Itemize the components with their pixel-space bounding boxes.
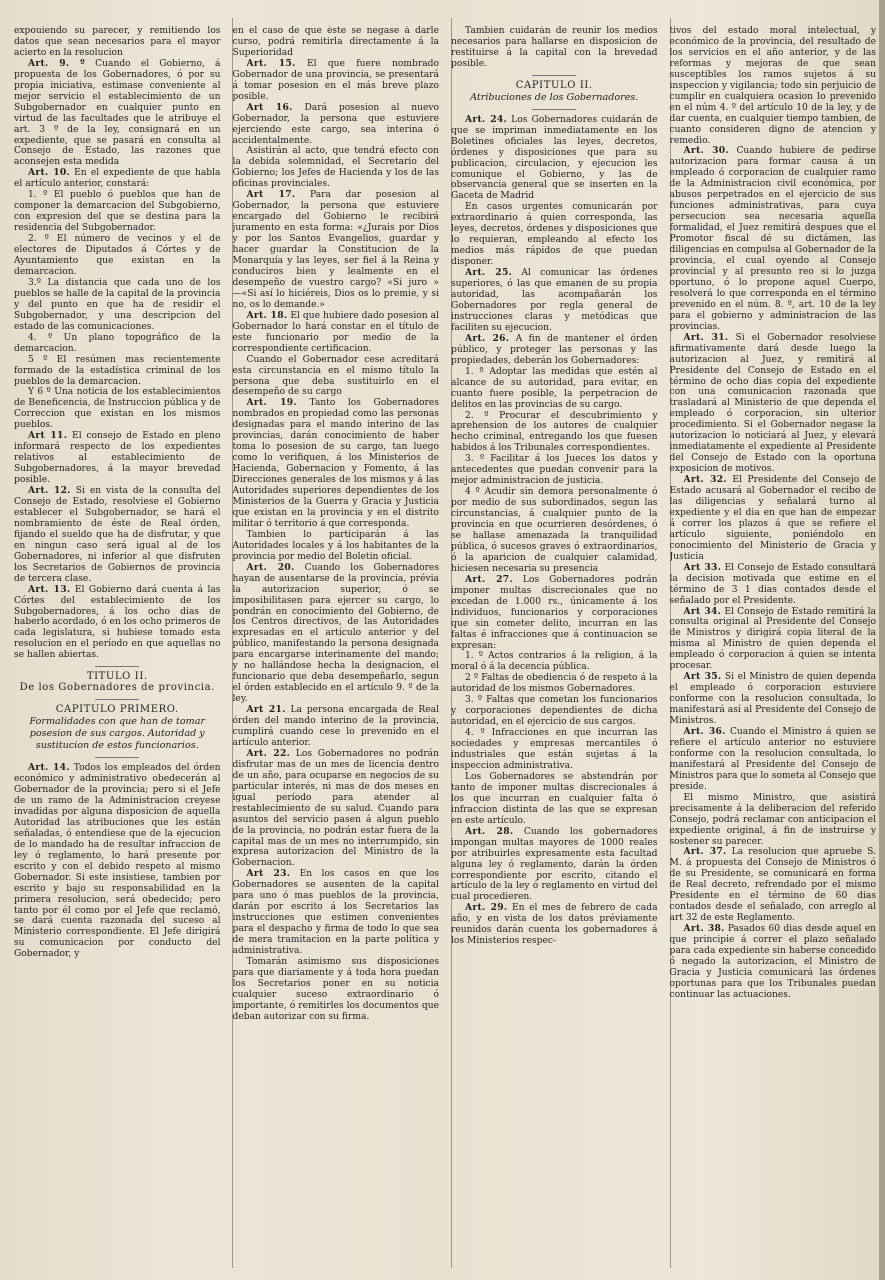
paragraph bbox=[451, 673, 658, 695]
paragraph-text: El Consejo de Estado remitirá la consulta original al Presidente del Consejo de Ministros y dirigirá copia literal de la misma al Ministro de quien dependa el empleado ó corporacion á quien se intenta procesar. bbox=[669, 606, 876, 672]
paragraph bbox=[233, 311, 440, 355]
paragraph bbox=[451, 334, 658, 367]
paragraph-text: El que hubiere dado posesion al Gobernador lo hará constar en el título de este funcionario por medio de la correspondiente certificacion. bbox=[232, 310, 439, 354]
paragraph bbox=[670, 727, 877, 793]
separator-rule bbox=[95, 757, 139, 758]
paragraph-text: La persona encargada de Real órden del mando interino de la provincia, cumplirá cuando cese lo prevenido en el artículo anterior. bbox=[232, 705, 439, 748]
column-3 bbox=[451, 26, 658, 1270]
article-number: Art 34. bbox=[683, 605, 722, 617]
paragraph-text: Y 6 º Una noticia de los establecimientos de Beneficencia, de Instruccion pública y de Correccion que existan en los mismos pueblos. bbox=[14, 387, 221, 431]
paragraph bbox=[670, 924, 877, 1001]
section-heading: CAPITULO PRIMERO. bbox=[55, 704, 179, 716]
paragraph bbox=[233, 190, 440, 310]
paragraph bbox=[451, 575, 658, 652]
article-number: Art. 38. bbox=[683, 923, 725, 935]
paragraph bbox=[233, 530, 440, 563]
separator-rule bbox=[532, 109, 576, 110]
paragraph bbox=[451, 695, 658, 728]
paragraph-text: Si el Gobernador resolviese afirmativamente dará desde luego la autorizacion al Juez, y remitirá al Presidente del Consejo de Estado en el término de ocho dias copia del expediente con una comunicacion razonada que trasladará al Ministerio de que dependa el empleado ó corporacion, sin ulterior procedimiento. Si el Gobernador negase la autorizacion lo noticiará al Juez, y elevará inmediatamente el expediente al Presidente del Consejo de Estado con la oportuna exposicion de motivos. bbox=[669, 332, 876, 475]
paragraph bbox=[451, 728, 658, 772]
paragraph-text: El Presidente del Consejo de Estado acusará al Gobernador el recibo de las diligencias y señalará turno al expediente y el dia en que han de empezar á correr los plazos á que se refiere el artículo siguiente, poniéndolo en conocimiento del Ministerio de Gracia y Justicia bbox=[669, 475, 876, 562]
paragraph-text: En el expediente de que habla el artículo anterior, constará: bbox=[14, 168, 221, 190]
paragraph-text: Asistirán al acto, que tendrá efecto con la debida solemnidad, el Secretario del Gobierno; los Jefes de Hacienda y los de las oficinas provinciales. bbox=[232, 146, 439, 190]
paragraph bbox=[233, 869, 440, 957]
section-heading: TITULO II. bbox=[86, 671, 148, 683]
article-number: Art 17. bbox=[246, 189, 296, 201]
paragraph bbox=[670, 607, 877, 673]
paragraph-text: 3. º Faltas que cometan los funcionarios y corporaciones dependientes de dicha autoridad, en el ejercicio de sus cargos. bbox=[451, 695, 658, 728]
paragraph-text: Los Gobernadores se abstendrán por tanto de imponer multas discrecionales á los que incurran en cualquier falta ó infraccion distinta de las que se expresan en este artículo. bbox=[451, 771, 658, 826]
article-number: Art 35. bbox=[683, 671, 722, 683]
paragraph bbox=[670, 146, 877, 332]
paragraph-text: Los Gobernadores podrán imponer multas discrecionales que no excedan de 1.000 rs., únicamente á los individuos, funcionarios y corporaciones que sin cometer delito, incurran en las faltas é infracciones que á continuacion se expresan: bbox=[451, 574, 658, 651]
article-number: Art. 31. bbox=[683, 331, 729, 343]
paragraph bbox=[14, 431, 221, 486]
article-number: Art 21. bbox=[246, 704, 286, 716]
paragraph bbox=[14, 26, 221, 59]
paragraph bbox=[14, 168, 221, 190]
page-edge bbox=[879, 0, 885, 1280]
article-number: Art. 9. º bbox=[28, 57, 85, 69]
paragraph-text: Tomarán asimismo sus disposiciones para que diariamente y á toda hora puedan los Secretarios poner en su noticia cualquier suceso extraordinario ó importante, ó remitirles los documentos que deban autorizar con su firma. bbox=[232, 957, 439, 1022]
paragraph-text: 2 º Faltas de obediencia ó de respeto á la autoridad de los mismos Gobernadores. bbox=[451, 673, 658, 695]
article-number: Art. 26. bbox=[465, 332, 510, 344]
paragraph-text: 1. º Actos contrarios á la religion, á la moral ó á la decencia pública. bbox=[451, 651, 658, 673]
paragraph bbox=[670, 847, 877, 924]
paragraph-text: 2. º Procurar el descubrimiento y aprehension de los autores de cualquier hecho criminal, entregando los que fuesen habidos á los Tribunales correspondientes. bbox=[451, 410, 658, 454]
article-number: Art. 28. bbox=[465, 825, 514, 837]
paragraph-text: Si en vista de la consulta del Consejo de Estado, resolviese el Gobierno establecer el Subgobernador, se hará el nombramiento de éste de Real órden, fijando el sueldo que ha de disfrutar, y que en ningun caso será igual al de los Gobernadores, ni inferior al que disfruten los Secretarios de Gobiernos de provincia de tercera clase. bbox=[14, 486, 221, 584]
paragraph-text: 1. º Adoptar las medidas que estén al alcance de su autoridad, para evitar, en cuanto fuere posible, la perpetracion de delitos en las provincias de su cargo. bbox=[451, 366, 658, 410]
paragraph bbox=[14, 486, 221, 585]
paragraph bbox=[670, 26, 877, 146]
paragraph-text: Los Gobernadores no podrán disfrutar mas de un mes de licencia dentro de un año, para ocuparse en negocios de su particular interés, ni mas de dos meses en igual período para atender al restablecimiento de su salud. Cuando para asuntos del servicio pasen á algun pueblo de la provincia, no podrán estar fuera de la capital mas de un mes no interrumpido, sin expresa autorizacion del Ministro de la Gobernacion. bbox=[232, 748, 439, 869]
article-number: Art. 24. bbox=[465, 113, 507, 125]
paragraph bbox=[670, 475, 877, 563]
paragraph-text: expouiendo su parecer, y remitiendo los datos que sean necesarios para el mayor acierto en la resolucion bbox=[14, 26, 221, 58]
paragraph bbox=[233, 26, 440, 59]
paragraph bbox=[670, 563, 877, 607]
paragraph-text: Cuando los gobernadores impongan multas mayores de 1000 reales por atribuirles expresamente esta facultad alguna ley ó reglamento, darán la órden correspondiente por escrito, citando el artículo de la ley ó reglamento en virtud del cual procedieren. bbox=[451, 826, 658, 903]
paragraph-text: Cuando el Ministro á quien se refiere el artículo anterior no estuviere conforme con la resolucion consultada, lo manifestará al Presidente del Consejo de Ministros para que lo someta al Consejo que preside. bbox=[669, 727, 876, 792]
article-number: Art. 13. bbox=[28, 583, 71, 595]
article-number: Art. 27. bbox=[465, 573, 513, 585]
article-number: Art 16. bbox=[246, 101, 293, 113]
paragraph-text: El Consejo de Estado consultará la decision motivada que estime en el término de 3 1 dias contados desde el señalado por el Presidente. bbox=[669, 562, 876, 606]
paragraph bbox=[14, 278, 221, 333]
paragraph-text: 3. º Facilitar á los Jueces los datos y antecedentes que puedan convenir para la mejor administracion de justicia. bbox=[451, 454, 658, 487]
paragraph-text: tivos del estado moral intelectual, y económico de la provincia, del resultado de los servicios en el año anterior, y de las reformas y mejoras de que sean susceptibles los ramos sujetos á su inspeccion y vigilancia; todo sin perjuicio de cumplir en cualquiera ocasion lo prevenido en el núm 4. º del artículo 10 de la ley, y de dar cuenta, en cualquier tiempo tambien, de cuanto consideren digno de atencion y remedio. bbox=[669, 26, 876, 146]
paragraph bbox=[14, 763, 221, 960]
paragraph-text: Si el Ministro de quien dependa el empleado ó corporacion estuviere conforme con la resolucion consultada, lo manifestará así al Presidente del Consejo de Ministros. bbox=[669, 672, 876, 727]
paragraph bbox=[451, 202, 658, 268]
paragraph-text: 4. º Un plano topográfico de la demarcacion. bbox=[14, 332, 221, 354]
paragraph bbox=[451, 651, 658, 673]
paragraph bbox=[233, 59, 440, 103]
paragraph bbox=[451, 772, 658, 827]
paragraph-text: en el caso de que éste se negase á darle curso, podrá remitirla directamente á la Superioridad bbox=[232, 26, 439, 58]
paragraph-text: Tambien lo participarán á las Autoridades locales y á los habitantes de la provincia por medio del Boletin oficial. bbox=[232, 529, 439, 562]
section-heading: CAPITULO II. bbox=[515, 79, 593, 91]
paragraph bbox=[451, 115, 658, 203]
section-subheading: Atribuciones de los Gobernadores. bbox=[470, 91, 639, 103]
paragraph bbox=[451, 268, 658, 334]
article-number: Art. 36. bbox=[683, 726, 726, 737]
paragraph-text: El consejo de Estado en pleno informará respecto de los expedientes relativos al establecimiento de Subgobernadores, á la mayor brevedad posible. bbox=[14, 431, 221, 486]
paragraph-text: Pasados 60 dias desde aquel en que principie á correr el plazo señalado para cada expediente sin haberse concedido ó negado la autorizacion, el Ministro de Gracia y Justicia comunicará las órdenes oportunas para que los Tribunales puedan continuar las actuaciones. bbox=[669, 924, 876, 1000]
paragraph-text: 2. º El número de vecinos y el de electores de Diputados á Córtes y de Ayuntamiento que existan en la demarcacion. bbox=[14, 234, 221, 277]
paragraph bbox=[14, 355, 221, 388]
paragraph bbox=[670, 333, 877, 475]
paragraph-text: En los casos en que los Gobernadores se ausenten de la capital para uno ó mas pueblos de la provincia, darán por escrito á los Secretarios las instrucciones que estimen convenientes para el despacho y firma de todo lo que sea de mera tramitacion en la parte política y administrativa. bbox=[232, 869, 439, 957]
paragraph bbox=[14, 59, 221, 169]
article-number: Art 33. bbox=[683, 561, 722, 573]
paragraph-text: El que fuere nombrado Gobernador de una provincia, se presentará á tomar posesion en el más breve plazo posible. bbox=[232, 58, 439, 102]
article-number: Art 23. bbox=[246, 868, 291, 880]
paragraph-text: La resolucion que apruebe S. M. á propuesta del Consejo de Ministros ó de su Presidente, se comunicará en forma de Real decreto, refrendado por el mismo Presidente en el término de 60 dias contados desde el señalado, con arreglo al art 32 de este Reglamento. bbox=[669, 847, 876, 924]
paragraph-text: 5 º El resúmen mas recientemente formado de la estadística criminal de los pueblos de la demarcacion. bbox=[14, 354, 221, 387]
paragraph bbox=[14, 585, 221, 662]
paragraph bbox=[451, 26, 658, 70]
paragraph-text: Para dar posesion al Gobernador, la persona que estuviere encargado del Gobierno le recibirá juramento en esta forma: «¿Jurais por Dios y por los Santos Evangelios, guardar y hacer guardar la Constitucion de la Monarquía y las leyes, ser fiel á la Reina y conduciros bien y lealmente en el desempeño de vuestro cargo? «Si juro » —«Si así lo hiciéreis, Dios os lo premie, y si no, os lo demande.» bbox=[232, 190, 439, 310]
paragraph-text: Cuando el Gobernador cese acreditará esta circunstancia en el mismo título la persona que deba sustituirlo en el desempeño de su cargo bbox=[232, 354, 439, 398]
article-number: Art 11. bbox=[28, 430, 68, 442]
paragraph-text: Tambien cuidarán de reunir los medios necesarios para hallarse en disposicion de restituirse á la capital con la brevedad posible. bbox=[451, 26, 658, 69]
columns bbox=[14, 26, 876, 1270]
separator-rule bbox=[95, 699, 139, 700]
column-4 bbox=[670, 26, 877, 1270]
paragraph-text: Los Gobernadores cuidarán de que se impriman inmediatamente en los Boletines oficiales las leyes, decretos, órdenes y disposiciones que para su publicacion, circulacion, y ejecucion les comunique el Gobierno, y las de observancia general que se inserten en la Gaceta de Madrid bbox=[451, 114, 658, 202]
paragraph bbox=[451, 903, 658, 947]
article-number: Art. 32. bbox=[683, 474, 727, 486]
article-number: Art. 29. bbox=[465, 902, 508, 914]
article-number: Art. 37. bbox=[683, 846, 727, 858]
paragraph bbox=[233, 355, 440, 399]
paragraph-text: Cuando los Gobernadores hayan de ausentarse de la provincia, prévia la autorizacion superior, ó se imposibilitasen para ejercer su cargo, lo pondrán en conocimiento del Gobierno, de los Centros directivos, de las Autoridades expresadas en el artículo anterior y del público, manifestando la persona designada para encargarse interinamente del mando; y no hallándose hecha la designacion, el funcionario que deba desempeñarlo, segun el órden establecido en el artículo 9. º de la ley. bbox=[232, 562, 439, 705]
paragraph bbox=[233, 398, 440, 529]
paragraph-text: A fin de mantener el órden público, y proteger las personas y las propiedades, deberán los Gobernadores: bbox=[451, 333, 658, 366]
paragraph-text: Todos los empleados del órden económico y administrativo obedecerán al Gobernador de la provincia; pero si el Jefe de un ramo de la Administracion creyese invadidas por alguna disposicion de aquella Autoridad las atribuciones que les están señaladas, ó entendiese que de la ejecucion de lo mandado ha de resultar infraccion de ley ó reglamento, lo hará presente por escrito y con el debido respeto al mismo Gobernador. Si este insistiese, tambien por escrito y bajo su responsabilidad en la primera resolucion, será obedecido; pero tanto por él como por el Jefe que reclamó, se dará cuenta razonada del suceso al Ministerio correspondiente. El Jefe dirigirá su comunicacion por conducto del Gobernador, y bbox=[14, 763, 221, 960]
paragraph-text: Dará posesion al nuevo Gobernador, la persona que estuviere ejerciendo este cargo, sea interina ó accidentalmente. bbox=[232, 102, 439, 146]
article-number: Art. 30. bbox=[683, 145, 729, 157]
paragraph bbox=[14, 333, 221, 355]
paragraph-text: El Gobierno dará cuenta á las Córtes del establecimiento de los Subgobernadores, á los ocho dias de haberlo acordado, ó en los ocho primeros de cada legislatura, si hubiese tomado esta resolucion en el período en que aquellas no se hallen abiertas. bbox=[14, 584, 221, 661]
section-subheading: Formalidades con que han de tomar posesion de sus cargos. Autoridad y sustitucion de estos funcionarios. bbox=[29, 716, 206, 752]
paragraph bbox=[670, 793, 877, 848]
paragraph-text: En casos urgentes comunicarán por extraordinario á quien corresponda, las leyes, decretos, órdenes y disposiciones que lo requieran, empleando al efecto los medios más rápidos de que puedan disponer. bbox=[451, 202, 658, 268]
paragraph bbox=[451, 411, 658, 455]
paragraph-text: 4 º Acudir sin demora personalmente ó por medio de sus subordinados, segun las circunstancias, á cualquier punto de la provincia en que ocurrieren desórdenes, ó se hallase amenazada la tranquilidad pública, ó sucesos graves ó extraordinarios, ó la aparicion de cualquier calamidad, hiciesen necesaria su presencia bbox=[451, 487, 658, 574]
paragraph bbox=[14, 234, 221, 278]
paragraph bbox=[451, 367, 658, 411]
paragraph-text: En el mes de febrero de cada año, y en vista de los datos préviamente reunidos darán cuenta los gobernadores á los Ministerios respec- bbox=[451, 903, 658, 947]
article-number: Art. 19. bbox=[246, 397, 297, 409]
paragraph bbox=[451, 487, 658, 575]
paragraph-text: Tanto los Gobernadores nombrados en propiedad como las personas designadas para el mando interino de las provincias, darán conocimiento de haber toma lo posesion de su cargo, tan luego como lo verifiquen, á los Ministerios de Hacienda, Gobernacion y Fomento, á las Direcciones generales de los mismos y á las Autoridades superiores dependientes de los Ministerios de la Guerra y Gracia y Justicia que existan en la provincia y en el distrito militar ó territorio á que corresponda. bbox=[232, 398, 439, 529]
article-number: Art. 25. bbox=[465, 267, 513, 279]
paragraph-text: Cuando el Gobierno, á propuesta de los Gobernadores, ó por su propia iniciativa, estimase conveniente al mejor servicio el establecimiento de un Subgobernador en cualquier punto en virtud de las facultades que le atribuye el art. 3 º de la ley, consignará en un expediente, que se pasará en consulta al Consejo de Estado, las razones que aconsejen esta medida bbox=[14, 58, 221, 168]
article-number: Art. 18. bbox=[246, 309, 288, 321]
paragraph-text: Al comunicar las órdenes superiores, ó las que emanen de su propia autoridad, las acompañarán los Gobernadores por regla general de instrucciones claras y metódicas que faciliten su ejecucion. bbox=[451, 268, 658, 333]
article-number: Art. 14. bbox=[28, 762, 70, 774]
paragraph-text: 1. º El pueblo ó pueblos que han de componer la demarcacion del Subgobierno, con expresion del que se destina para la residencia del Subgobernador. bbox=[14, 190, 221, 234]
paragraph bbox=[14, 387, 221, 431]
paragraph-text: 4. º Infracciones en que incurran las sociedades y empresas mercantiles ó industriales que están sujetas á la inspeccion administrativa. bbox=[451, 728, 658, 771]
paragraph bbox=[233, 957, 440, 1023]
separator-rule bbox=[95, 666, 139, 667]
paragraph bbox=[233, 146, 440, 190]
paragraph bbox=[451, 827, 658, 904]
paragraph-text: Cuando hubiere de pedirse autorizacion para formar causa á un empleado ó corporacion de cualquier ramo de la Administracion civil económica, por abusos perpetrados en el ejercicio de sus funciones administrativas, para cuya persecucion sea necesaria aquella formalidad, el Juez remitirá despues que el Promotor fiscal dé su dictámen, las diligencias en compulsa al Gobernador de la provincia, el cual oyendo al Consejo provincial y al presunto reo si lo juzga oportuno, ó lo propone aquel Cuerpo, resolverá lo que corresponda en el término prevenido en el núm. 8. º, art. 10 de la ley para el gobierno y administracion de las provincias. bbox=[669, 146, 876, 332]
column-1 bbox=[14, 26, 221, 1270]
paragraph bbox=[14, 190, 221, 234]
section-heading: De los Gobernadores de provincia. bbox=[19, 682, 215, 694]
article-number: Art. 12. bbox=[28, 485, 71, 497]
paragraph bbox=[233, 563, 440, 705]
article-number: Art. 10. bbox=[28, 167, 70, 179]
paragraph bbox=[451, 454, 658, 487]
column-2 bbox=[233, 26, 440, 1270]
article-number: Art. 22. bbox=[246, 747, 291, 759]
paragraph bbox=[233, 705, 440, 749]
paragraph bbox=[670, 672, 877, 727]
paragraph bbox=[233, 103, 440, 147]
paragraph bbox=[233, 749, 440, 869]
paragraph-text: 3.º La distancia que cada uno de los pueblos se halle de la capital de la provincia y del punto en que ha de residir el Subgobernador, y una descripcion del estado de las comunicaciones. bbox=[14, 277, 221, 332]
article-number: Art. 15. bbox=[246, 57, 296, 69]
separator-rule bbox=[532, 75, 576, 76]
paragraph-text: El mismo Ministro, que asistirá precisamente á la deliberacion del referido Consejo, podrá reclamar con anticipacion el expediente original, á fin de instruirse y sostener su parecer. bbox=[669, 792, 876, 847]
article-number: Art. 20. bbox=[246, 561, 295, 573]
